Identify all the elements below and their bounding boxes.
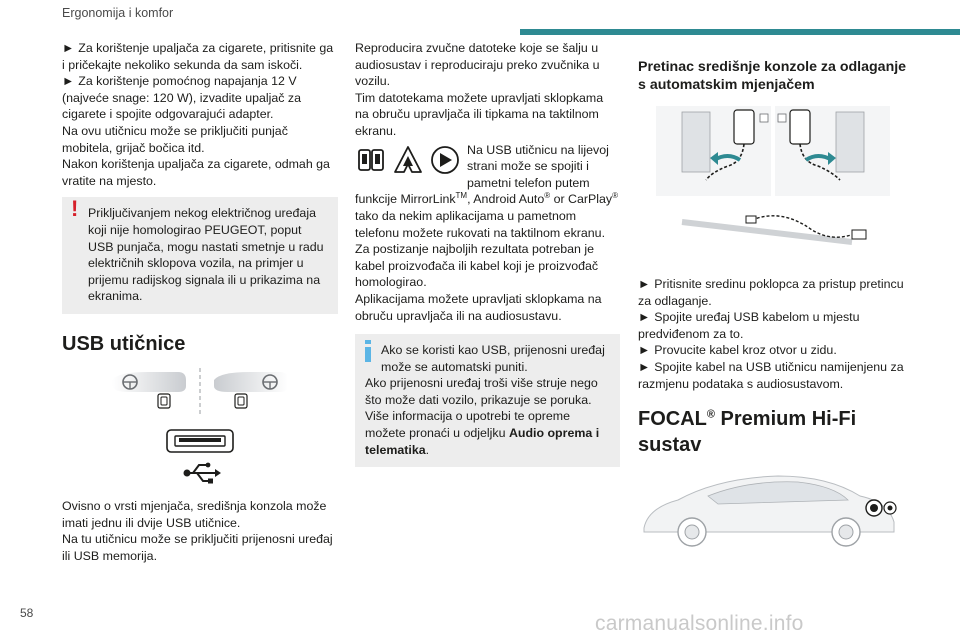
smartphone-paragraph	[355, 142, 620, 242]
console-bullet-3: ► Provucite kabel kroz otvor u zidu.	[638, 343, 837, 358]
usb-para-1: Ovisno o vrsti mjenjača, središnja konzola može imati jednu ili dvije USB utičnice.	[62, 498, 327, 530]
smartphone-text: Na USB utičnicu na lijevoj strani može se spojiti i pametni telefon putem funkcije MirrorLink™, Android Auto® or CarPlay® tako da nekim aplikacijama u pametnom telefonu možete rukovati na taktilnom ekranu.	[355, 142, 619, 240]
info-box	[355, 334, 620, 467]
audio-para-1: Reproducira zvučne datoteke koje se šalju u audiosustav i reproduciraju preko zvučnika u vozilu.	[355, 41, 600, 89]
usb-port-icon	[165, 428, 235, 484]
warning-text: Priključivanjem nekog električnog uređaja koji nije homologirao PEUGEOT, poput USB punjača, mogu nastati smetnje u radu električnih sklopova vozila, na primjer u prijemu radijskog signala ili u prikazima na ekranima.	[88, 206, 324, 304]
bullet-aux-power: ► Za korištenje pomoćnog napajanja 12 V (najveće snage: 120 W), izvadite upaljač za cigarete i spojite odgovarajući adapter.	[62, 74, 301, 122]
info-text-1: Ako se koristi kao USB, prijenosni uređaj može se automatski puniti.	[381, 343, 605, 374]
mirrorlink-icon	[355, 144, 387, 176]
column-3	[638, 58, 908, 550]
section-header: Ergonomija i komfor	[62, 6, 174, 20]
column-2	[355, 40, 620, 467]
warning-icon: !	[71, 196, 79, 222]
info-text-3: Više informacija o upotrebi te opreme možete pronaći u odjeljku Audio oprema i telematika.	[365, 409, 600, 457]
info-icon	[364, 340, 372, 362]
apps-para: Aplikacijama možete upravljati sklopkama na obruču upravljača ili na audiosustavu.	[355, 291, 602, 323]
warning-box	[62, 197, 338, 314]
watermark: carmanualsonline.info	[595, 612, 804, 635]
android-auto-icon	[392, 144, 424, 176]
usb-para-2: Na tu utičnicu može se priključiti prijenosni uređaj ili USB memorija.	[62, 532, 333, 563]
info-text-2: Ako prijenosni uređaj troši više struje nego što može dati vozilo, prikazuje se poruka.	[365, 376, 598, 407]
connectivity-icons	[355, 144, 461, 176]
bullet-lighter: ► Za korištenje upaljača za cigarete, pritisnite ga i pričekajte nekoliko sekunda da sam iskoči.	[62, 41, 334, 72]
cable-para: Za postizanje najboljih rezultata potreban je kabel proizvođača ili kabel koji je proizvođač homologirao.	[355, 242, 599, 290]
lighter-para-2: Nakon korištenja upaljača za cigarete, odmah ga vratite na mjesto.	[62, 157, 330, 188]
console-bullet-1: ► Pritisnite sredinu poklopca za pristup pretincu za odlaganje.	[638, 277, 904, 308]
column-1	[62, 40, 338, 564]
usb-console-illustration	[108, 366, 293, 418]
bullet-arrow-icon: ►	[638, 343, 651, 358]
bullet-arrow-icon: ►	[62, 74, 75, 89]
bullet-arrow-icon: ►	[638, 310, 651, 325]
console-bullet-4: ► Spojite kabel na USB utičnicu namijenjenu za razmjenu podataka s audiosustavom.	[638, 359, 904, 391]
header-accent-bar	[520, 29, 960, 35]
car-speaker-illustration	[638, 466, 900, 550]
focal-section-title: FOCAL® Premium Hi-Fi sustav	[638, 408, 857, 457]
bullet-arrow-icon: ►	[638, 277, 651, 291]
carplay-icon	[429, 144, 461, 176]
bullet-arrow-icon: ►	[638, 359, 651, 374]
lighter-para-1: Na ovu utičnicu može se priključiti punjač mobitela, grijač bočica itd.	[62, 123, 288, 155]
console-storage-illustration	[642, 102, 904, 262]
bullet-arrow-icon: ►	[62, 41, 75, 55]
page-number: 58	[20, 606, 34, 620]
usb-section-title: USB utičnice	[62, 332, 186, 355]
console-bullet-2: ► Spojite uređaj USB kabelom u mjestu predviđenom za to.	[638, 310, 860, 341]
console-storage-title: Pretinac središnje konzole za odlaganje s automatskim mjenjačem	[638, 59, 907, 93]
audio-para-2: Tim datotekama možete upravljati sklopkama na obruču upravljača ili tipkama na taktilnom ekranu.	[355, 90, 604, 138]
